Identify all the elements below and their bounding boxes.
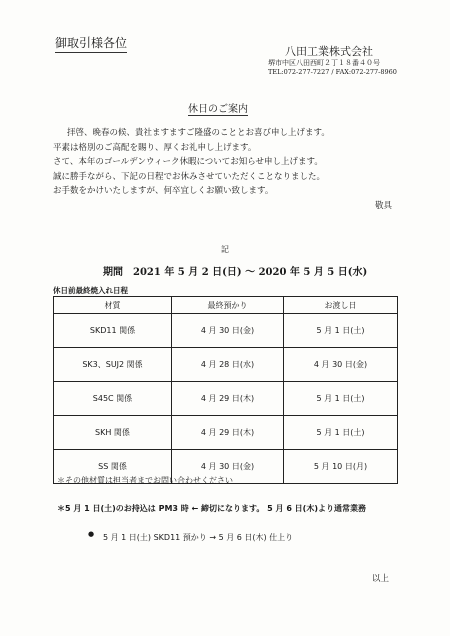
table-row: [54, 416, 398, 450]
cell-material: SK3、SUJ2 関係: [54, 348, 172, 382]
bullet-dot-icon: ●: [88, 530, 95, 538]
recipient-line: 御取引様各位: [55, 34, 127, 53]
holiday-period: 期間 2021 年 5 月 2 日(日) ～ 2020 年 5 月 5 日(水): [103, 267, 368, 278]
body-line: お手数をかけいたしますが、何卒宜しくお願い致します。: [53, 186, 274, 197]
cell-material: S45C 関係: [54, 382, 172, 416]
note-skd11-turnaround: 5 月 1 日(土) SKD11 預かり → 5 月 6 日(木) 仕上り: [103, 533, 294, 542]
header-last-accept: 最終預かり: [172, 297, 284, 314]
cell-delivery: 5 月 1 日(土): [284, 382, 398, 416]
cell-last-accept: 4 月 28 日(水): [172, 348, 284, 382]
cell-delivery: 5 月 1 日(土): [284, 416, 398, 450]
table-header-row: [54, 297, 398, 314]
table-row: [54, 348, 398, 382]
note-other-materials: ＊その他材質は担当者までお問い合わせください: [57, 476, 233, 485]
body-line: さて、本年のゴールデンウィーク休暇についてお知らせ申し上げます。: [53, 157, 323, 168]
ki-marker: 記: [221, 245, 229, 254]
cell-delivery: 5 月 1 日(土): [284, 314, 398, 348]
cell-delivery: 5 月 10 日(月): [284, 450, 398, 484]
cell-last-accept: 4 月 29 日(木): [172, 382, 284, 416]
body-line: 平素は格別のご高配を賜り、厚くお礼申し上げます。: [53, 142, 257, 153]
cell-material: SKH 関係: [54, 416, 172, 450]
company-address: 堺市中区八田西町２丁１８番４０号: [268, 59, 380, 67]
cell-last-accept: 4 月 30 日(金): [172, 450, 284, 484]
note-deadline: ＊5 月 1 日(土)のお持込は PM3 時 ← 締切になります。 5 月 6 日(木)より通常業務: [57, 504, 366, 513]
closing-keigu: 敬具: [375, 201, 393, 211]
company-name: 八田工業株式会社: [285, 45, 373, 58]
cell-last-accept: 4 月 30 日(金): [172, 314, 284, 348]
end-mark: 以上: [372, 574, 390, 584]
company-contact: TEL:072-277-7227 / FAX:072-277-8960: [268, 68, 397, 76]
body-line: 誠に勝手ながら、下記の日程でお休みさせていただくことなりました。: [53, 171, 326, 182]
table-row: [54, 314, 398, 348]
header-material: 材質: [54, 297, 172, 314]
cell-last-accept: 4 月 29 日(木): [172, 416, 284, 450]
cell-material: SKD11 関係: [54, 314, 172, 348]
cell-delivery: 4 月 30 日(金): [284, 348, 398, 382]
cell-material: SS 関係: [54, 450, 172, 484]
header-delivery: お渡し日: [284, 297, 398, 314]
schedule-table: [53, 296, 398, 484]
letter-body: [53, 126, 330, 199]
table-caption: 休日前最終焼入れ日程: [53, 286, 128, 295]
table-row: [54, 382, 398, 416]
document-title: 休日のご案内: [188, 100, 248, 116]
body-line: 拝啓、晩春の候、貴社ますますご隆盛のこととお喜び申し上げます。: [67, 128, 330, 138]
